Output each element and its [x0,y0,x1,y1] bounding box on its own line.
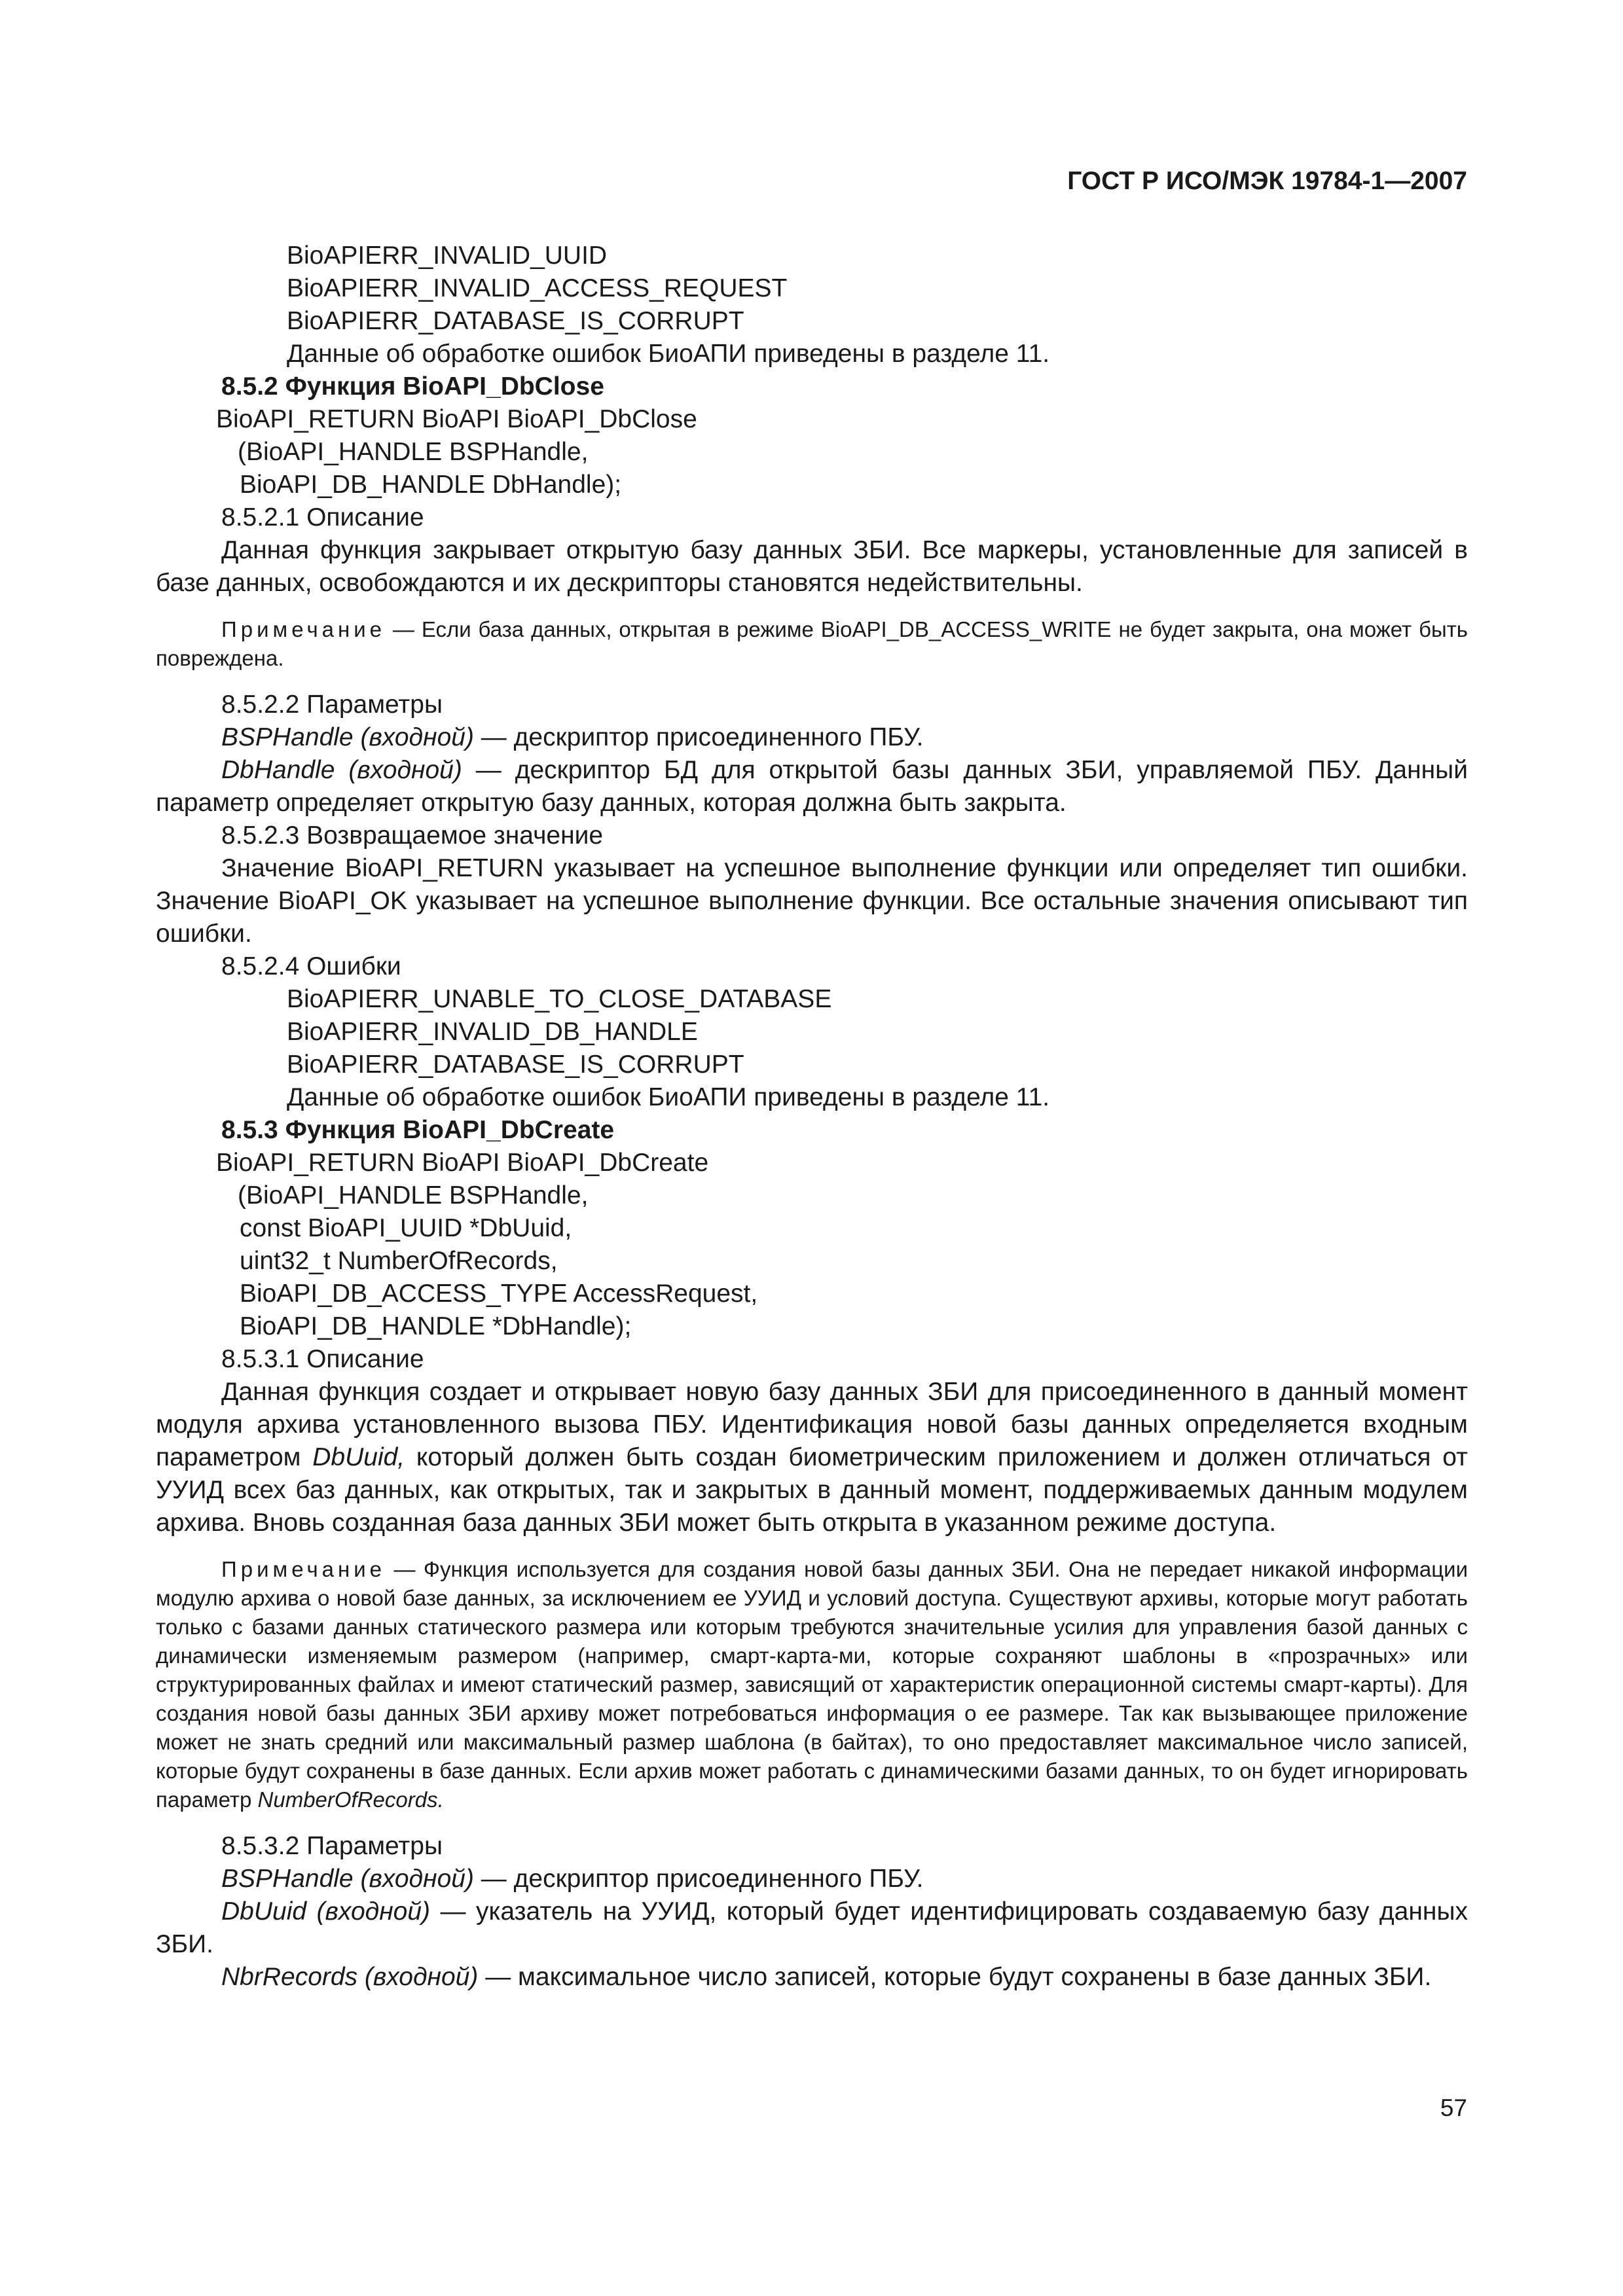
error-code: BioAPIERR_INVALID_DB_HANDLE [287,1018,698,1046]
subsection-heading: 8.5.2.2 Параметры [221,691,443,719]
section-heading-853: 8.5.3 Функция BioAPI_DbCreate [221,1116,615,1144]
parameter-text: — максимальное число записей, которые будут сохранены в базе данных ЗБИ. [478,1963,1432,1991]
description-text: который должен быть создан биометрическим приложением и должен отличаться от УУИД всех баз данных, как открытых, так и закрытых в данный момент, поддерживаемых данным модулем архива. Вновь созданная база данных ЗБИ может быть открыта в указанном режиме доступа. [156,1443,1468,1537]
description-paragraph: Данная функция закрывает открытую базу данных ЗБИ. Все маркеры, установленные для записей в базе данных, освобождаются и их дескрипторы становятся недействительны. [156,536,1468,597]
error-code: BioAPIERR_DATABASE_IS_CORRUPT [287,307,744,335]
note-text: — Функция используется для создания новой базы данных ЗБИ. Она не передает никакой информации модулю архива о новой базе данных, за исключением ее УУИД и условий доступа. Существуют архивы, которые могут работать только с базами данных статического размера или которым требуются значительные усилия для управления базой данных с динамически изменяемым размером (например, смарт-карта-ми, которые сохраняют шаблоны в «прозрачных» или структурированных файлах и имеют статический размер, зависящий от характеристик операционной системы смарт-карты). Для создания новой базы данных ЗБИ архиву может потребоваться информация о ее размере. Так как вызывающее приложение может не знать средний или максимальный размер шаблона (в байтах), то оно предоставляет максимальное число записей, которые будут сохранены в базе данных. Если архив может работать с динамическими базами данных, то он будет игнорировать параметр [156,1557,1468,1812]
parameter-text: — указатель на УУИД, который будет идентифицировать создаваемую базу данных ЗБИ. [156,1897,1468,1958]
parameter-reference: DbUuid, [312,1443,405,1471]
note-text: — Если база данных, открытая в режиме BioAPI_DB_ACCESS_WRITE не будет закрыта, она может быть повреждена. [156,617,1468,670]
error-code: BioAPIERR_INVALID_UUID [287,242,608,270]
error-reference: Данные об обработке ошибок БиоАПИ приведены в разделе 11. [287,1083,1050,1111]
parameter-item [156,1863,1468,1895]
section-heading-852: 8.5.2 Функция BioAPI_DbClose [221,372,604,401]
signature-line: BioAPI_DB_HANDLE DbHandle); [240,471,622,499]
parameter-name: BSPHandle (входной) [221,1865,474,1893]
subsection-heading: 8.5.2.4 Ошибки [221,952,401,980]
page-number: 57 [1440,2094,1467,2121]
error-code: BioAPIERR_DATABASE_IS_CORRUPT [287,1050,744,1079]
note-paragraph [156,615,1468,673]
signature-line: const BioAPI_UUID *DbUuid, [240,1214,572,1242]
parameter-name: BSPHandle (входной) [221,723,474,751]
error-reference: Данные об обработке ошибок БиоАПИ приведены в разделе 11. [287,340,1050,368]
signature-line: BioAPI_DB_HANDLE *DbHandle); [240,1312,632,1340]
signature-line: BioAPI_RETURN BioAPI BioAPI_DbClose [216,405,697,433]
description-text: Данная функция создает и открывает новую базу данных ЗБИ для присоединенного в данный момент модуля архива установленного вызова ПБУ. Идентификация новой базы данных определяется входным параметром [156,1378,1468,1471]
note-label: Примечание [221,617,386,641]
parameter-name: DbUuid (входной) [221,1897,431,1926]
parameter-item [156,754,1468,819]
error-code: BioAPIERR_INVALID_ACCESS_REQUEST [287,274,788,302]
signature-line: (BioAPI_HANDLE BSPHandle, [238,438,589,466]
parameter-text: — дескриптор присоединенного ПБУ. [473,723,924,751]
page-content [156,240,1468,1994]
signature-line: uint32_t NumberOfRecords, [240,1247,558,1275]
signature-line: BioAPI_DB_ACCESS_TYPE AccessRequest, [240,1280,758,1308]
parameter-text: — дескриптор БД для открытой базы данных ЗБИ, управляемой ПБУ. Данный параметр определяет открытую базу данных, которая должна быть закрыта. [156,756,1468,817]
parameter-name: NbrRecords (входной) [221,1963,479,1991]
signature-line: BioAPI_RETURN BioAPI BioAPI_DbCreate [216,1149,709,1177]
note-paragraph [156,1555,1468,1814]
standard-header: ГОСТ Р ИСО/МЭК 19784-1—2007 [1067,167,1467,195]
signature-line: (BioAPI_HANDLE BSPHandle, [238,1181,589,1210]
return-paragraph: Значение BioAPI_RETURN указывает на успешное выполнение функции или определяет тип ошибки. Значение BioAPI_OK указывает на успешное выполнение функции. Все остальные значения описывают тип ошибки. [156,854,1468,948]
parameter-item [156,721,1468,754]
subsection-heading: 8.5.3.2 Параметры [221,1832,443,1860]
description-paragraph [156,1376,1468,1539]
note-label: Примечание [221,1557,386,1581]
parameter-name: DbHandle (входной) [221,756,462,784]
subsection-heading: 8.5.2.3 Возвращаемое значение [221,821,604,850]
subsection-heading: 8.5.3.1 Описание [221,1345,424,1373]
parameter-item [156,1961,1468,1994]
parameter-reference: NumberOfRecords. [257,1787,444,1812]
error-code: BioAPIERR_UNABLE_TO_CLOSE_DATABASE [287,985,832,1013]
subsection-heading: 8.5.2.1 Описание [221,503,424,531]
parameter-item [156,1895,1468,1961]
parameter-text: — дескриптор присоединенного ПБУ. [473,1865,924,1893]
